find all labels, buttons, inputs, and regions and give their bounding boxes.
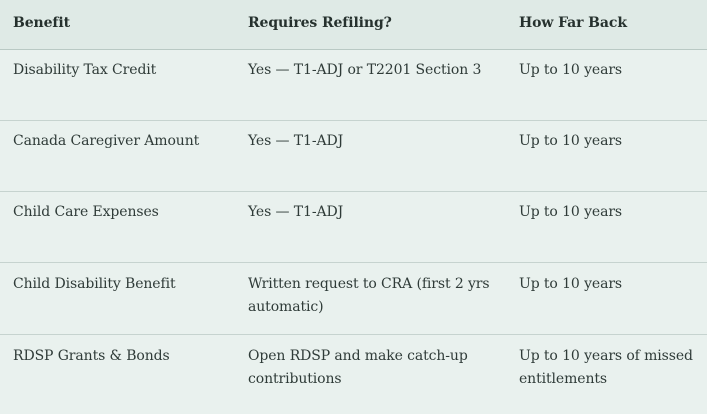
- cell-benefit: Child Care Expenses: [13, 204, 159, 220]
- table-header-row: [0, 0, 707, 50]
- cell-how-far-back: Up to 10 years: [519, 133, 622, 149]
- table-row: [0, 121, 707, 192]
- cell-benefit: Child Disability Benefit: [13, 276, 176, 292]
- table-row: [0, 263, 707, 335]
- cell-how-far-back: Up to 10 years: [519, 62, 622, 78]
- table-row: [0, 335, 707, 414]
- header-how-far-back: How Far Back: [519, 15, 627, 31]
- cell-requires-refiling: Yes — T1-ADJ or T2201 Section 3: [248, 62, 482, 78]
- cell-requires-refiling: Written request to CRA (first 2 yrs automatic): [248, 276, 490, 315]
- cell-how-far-back: Up to 10 years: [519, 204, 622, 220]
- cell-benefit: RDSP Grants & Bonds: [13, 348, 170, 364]
- cell-requires-refiling: Yes — T1-ADJ: [248, 204, 344, 220]
- cell-requires-refiling: Open RDSP and make catch-up contributions: [248, 348, 468, 387]
- cell-benefit: Disability Tax Credit: [13, 62, 157, 78]
- cell-requires-refiling: Yes — T1-ADJ: [248, 133, 344, 149]
- table-row: [0, 192, 707, 263]
- cell-benefit: Canada Caregiver Amount: [13, 133, 200, 149]
- header-benefit: Benefit: [13, 15, 70, 31]
- header-requires-refiling: Requires Refiling?: [248, 15, 392, 31]
- cell-how-far-back: Up to 10 years: [519, 276, 622, 292]
- table-row: [0, 50, 707, 121]
- cell-how-far-back: Up to 10 years of missed entitlements: [519, 348, 693, 387]
